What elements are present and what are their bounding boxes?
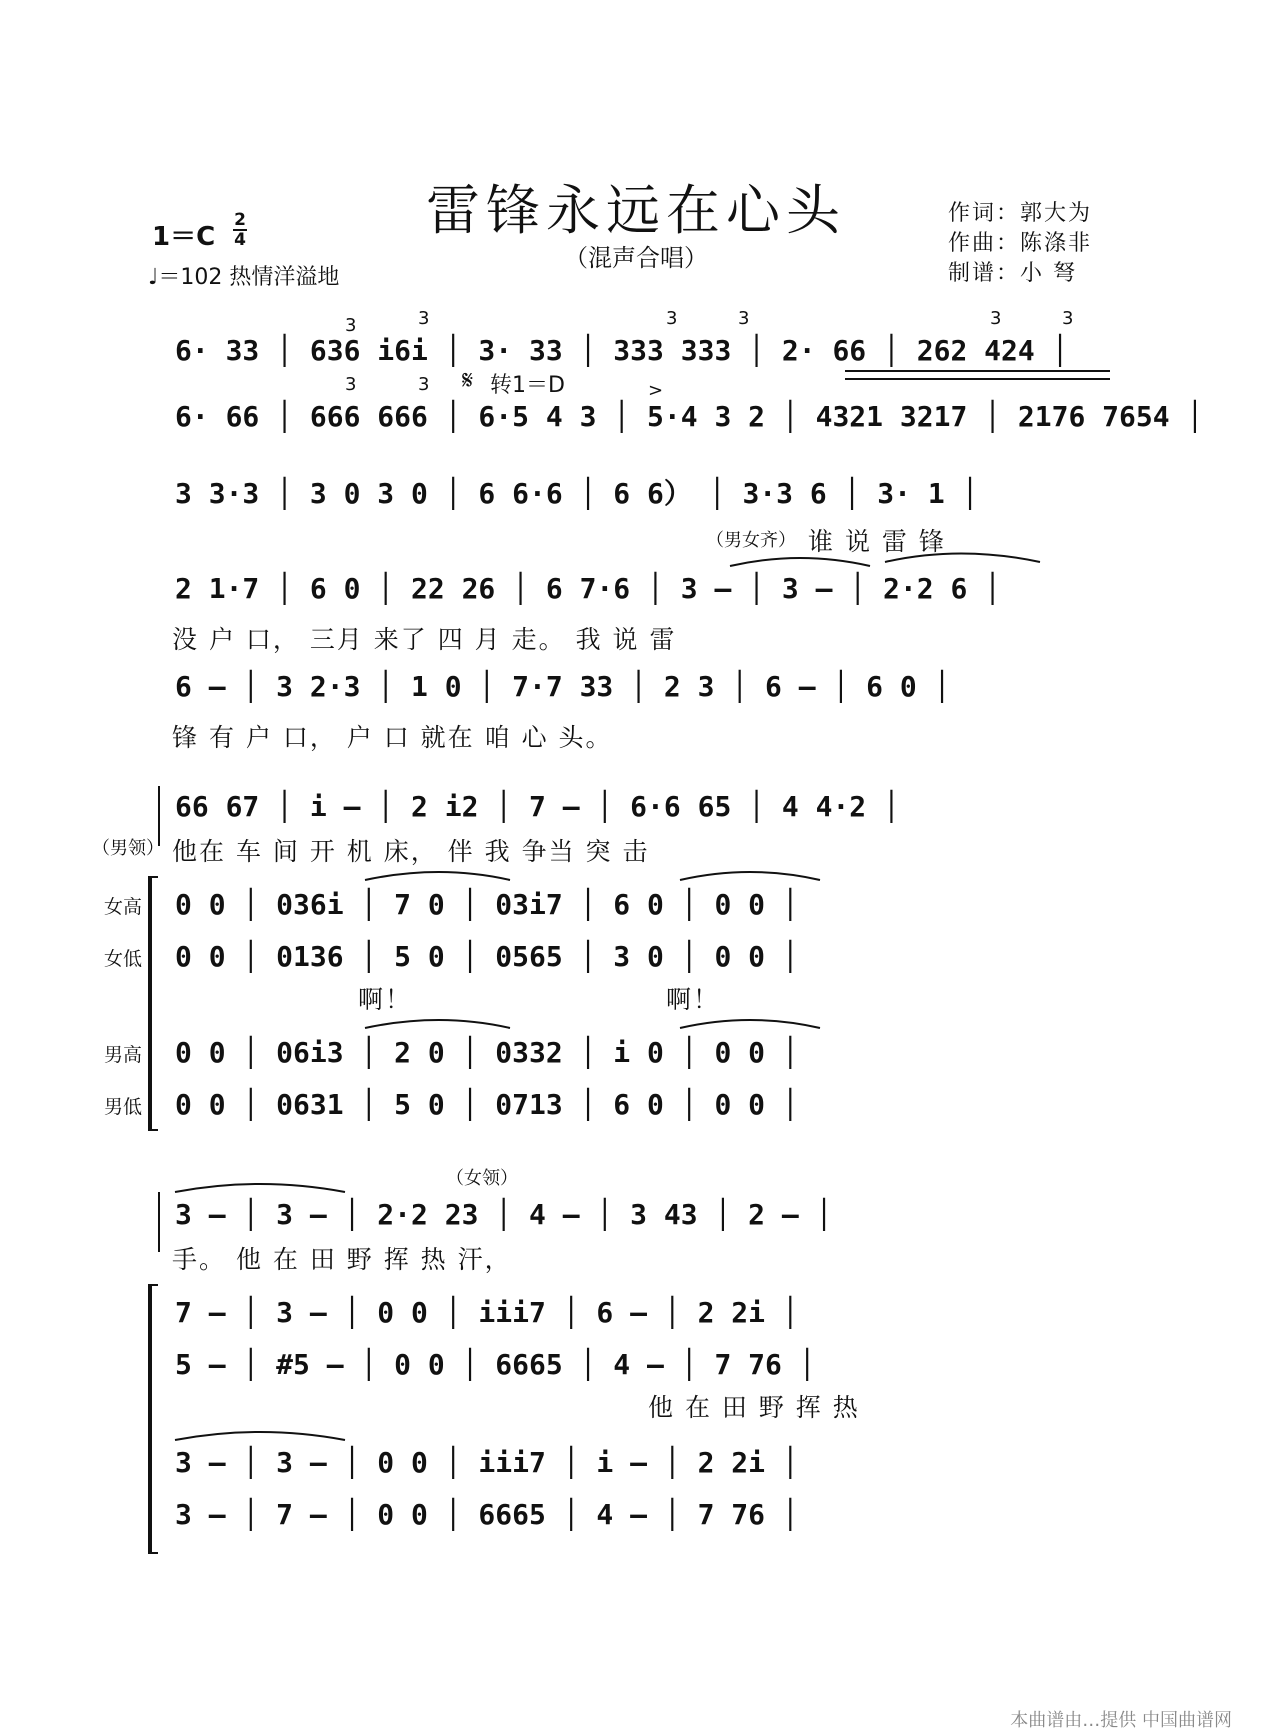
bass-line-1: 0 0 │ 0631 │ 5 0 │ 0713 │ 6 0 │ 0 0 │	[175, 1088, 799, 1121]
lead-label-female: （女领）	[446, 1168, 518, 1189]
triplet-mark: 3	[345, 315, 357, 336]
ah-lyric-1: 啊！	[358, 985, 413, 1014]
alto-line-2: 5 – │ #5 – │ 0 0 │ 6665 │ 4 – │ 7 76 │	[175, 1348, 816, 1381]
lyric-line-5: 锋 有 户 口， 户 口 就在 咱 心 头。	[172, 723, 613, 752]
intro-line-3: 3 3·3 │ 3 0 3 0 │ 6 6·6 │ 6 6） │ 3·3 6 │ 3· 1 │	[175, 477, 979, 510]
accent-mark: >	[648, 380, 664, 401]
page-title: 雷锋永远在心头	[426, 179, 846, 242]
lead-lyric-2: 手。 他 在 田 野 挥 热 汗，	[172, 1245, 512, 1274]
engraver-credit: 制谱：小 弩	[948, 261, 1077, 286]
bass-line-2: 3 – │ 7 – │ 0 0 │ 6665 │ 4 – │ 7 76 │	[175, 1498, 799, 1531]
lyricist-credit: 作词：郭大为	[948, 201, 1093, 226]
verse-line-4: 2 1·7 │ 6 0 │ 22 26 │ 6 7·6 │ 3 – │ 3 – │ 2·2 6 │	[175, 572, 1002, 605]
part-label-tenor: 男高	[104, 1044, 143, 1066]
intro-line-2: 6· 66 │ 666 666 │ 6·5 4 3 │ 5·4 3 2 │ 4321 3217 │ 2176 7654 │	[175, 400, 1204, 433]
ah-lyric-2: 啊！	[666, 985, 721, 1014]
time-signature-top: 2	[234, 210, 246, 230]
soprano-line-2: 7 – │ 3 – │ 0 0 │ iii7 │ 6 – │ 2 2i │	[175, 1296, 799, 1329]
verse-line-5: 6 – │ 3 2·3 │ 1 0 │ 7·7 33 │ 2 3 │ 6 – │ 6 0 │	[175, 670, 951, 703]
soprano-line-1: 0 0 │ 036i │ 7 0 │ 03i7 │ 6 0 │ 0 0 │	[175, 888, 799, 921]
segno-icon: 𝄋	[462, 366, 474, 396]
part-label-soprano: 女高	[104, 896, 143, 918]
lyric-line-4: 没 户 口， 三月 来了 四 月 走。 我 说 雷	[172, 625, 677, 654]
key-signature: 1＝C	[152, 222, 216, 252]
key-change: 转1＝D	[490, 373, 565, 398]
triplet-mark: 3	[1062, 308, 1074, 329]
triplet-mark: 3	[418, 308, 430, 329]
unison-label: （男女齐）	[706, 530, 796, 551]
page-subtitle: （混声合唱）	[564, 244, 708, 272]
tenor-line-1: 0 0 │ 06i3 │ 2 0 │ 0332 │ i 0 │ 0 0 │	[175, 1036, 799, 1069]
tenor-line-2: 3 – │ 3 – │ 0 0 │ iii7 │ i – │ 2 2i │	[175, 1446, 799, 1479]
part-label-bass: 男低	[104, 1096, 143, 1118]
triplet-mark: 3	[990, 308, 1002, 329]
part-label-alto: 女低	[104, 948, 143, 970]
footer-watermark: 本曲谱由…提供 中国曲谱网	[1010, 1710, 1232, 1731]
tempo-expression: 热情洋溢地	[229, 265, 340, 290]
triplet-mark: 3	[738, 308, 750, 329]
lead-line-1: 66 67 │ i – │ 2 i2 │ 7 – │ 6·6 65 │ 4 4·2 │	[175, 790, 900, 823]
inner-lyric-2: 他 在 田 野 挥 热	[648, 1393, 860, 1422]
quarter-note-icon: ♩	[148, 265, 159, 290]
alto-line-1: 0 0 │ 0136 │ 5 0 │ 0565 │ 3 0 │ 0 0 │	[175, 940, 799, 973]
lead-line-2: 3 – │ 3 – │ 2·2 23 │ 4 – │ 3 43 │ 2 – │	[175, 1198, 833, 1231]
lead-lyric-1: 他在 车 间 开 机 床， 伴 我 争当 突 击	[172, 837, 650, 866]
triplet-mark: 3	[345, 374, 357, 395]
time-signature-bottom: 4	[234, 230, 246, 250]
intro-line-1: 6· 33 │ 636 i6i │ 3· 33 │ 333 333 │ 2· 66 │ 262 424 │	[175, 334, 1069, 367]
lyric-line-3: 谁 说 雷 锋	[808, 527, 946, 556]
triplet-mark: 3	[418, 374, 430, 395]
lead-label-male: （男领）	[92, 838, 164, 859]
triplet-mark: 3	[666, 308, 678, 329]
composer-credit: 作曲：陈涤非	[948, 231, 1093, 256]
tempo-bpm: ＝102	[158, 265, 223, 290]
